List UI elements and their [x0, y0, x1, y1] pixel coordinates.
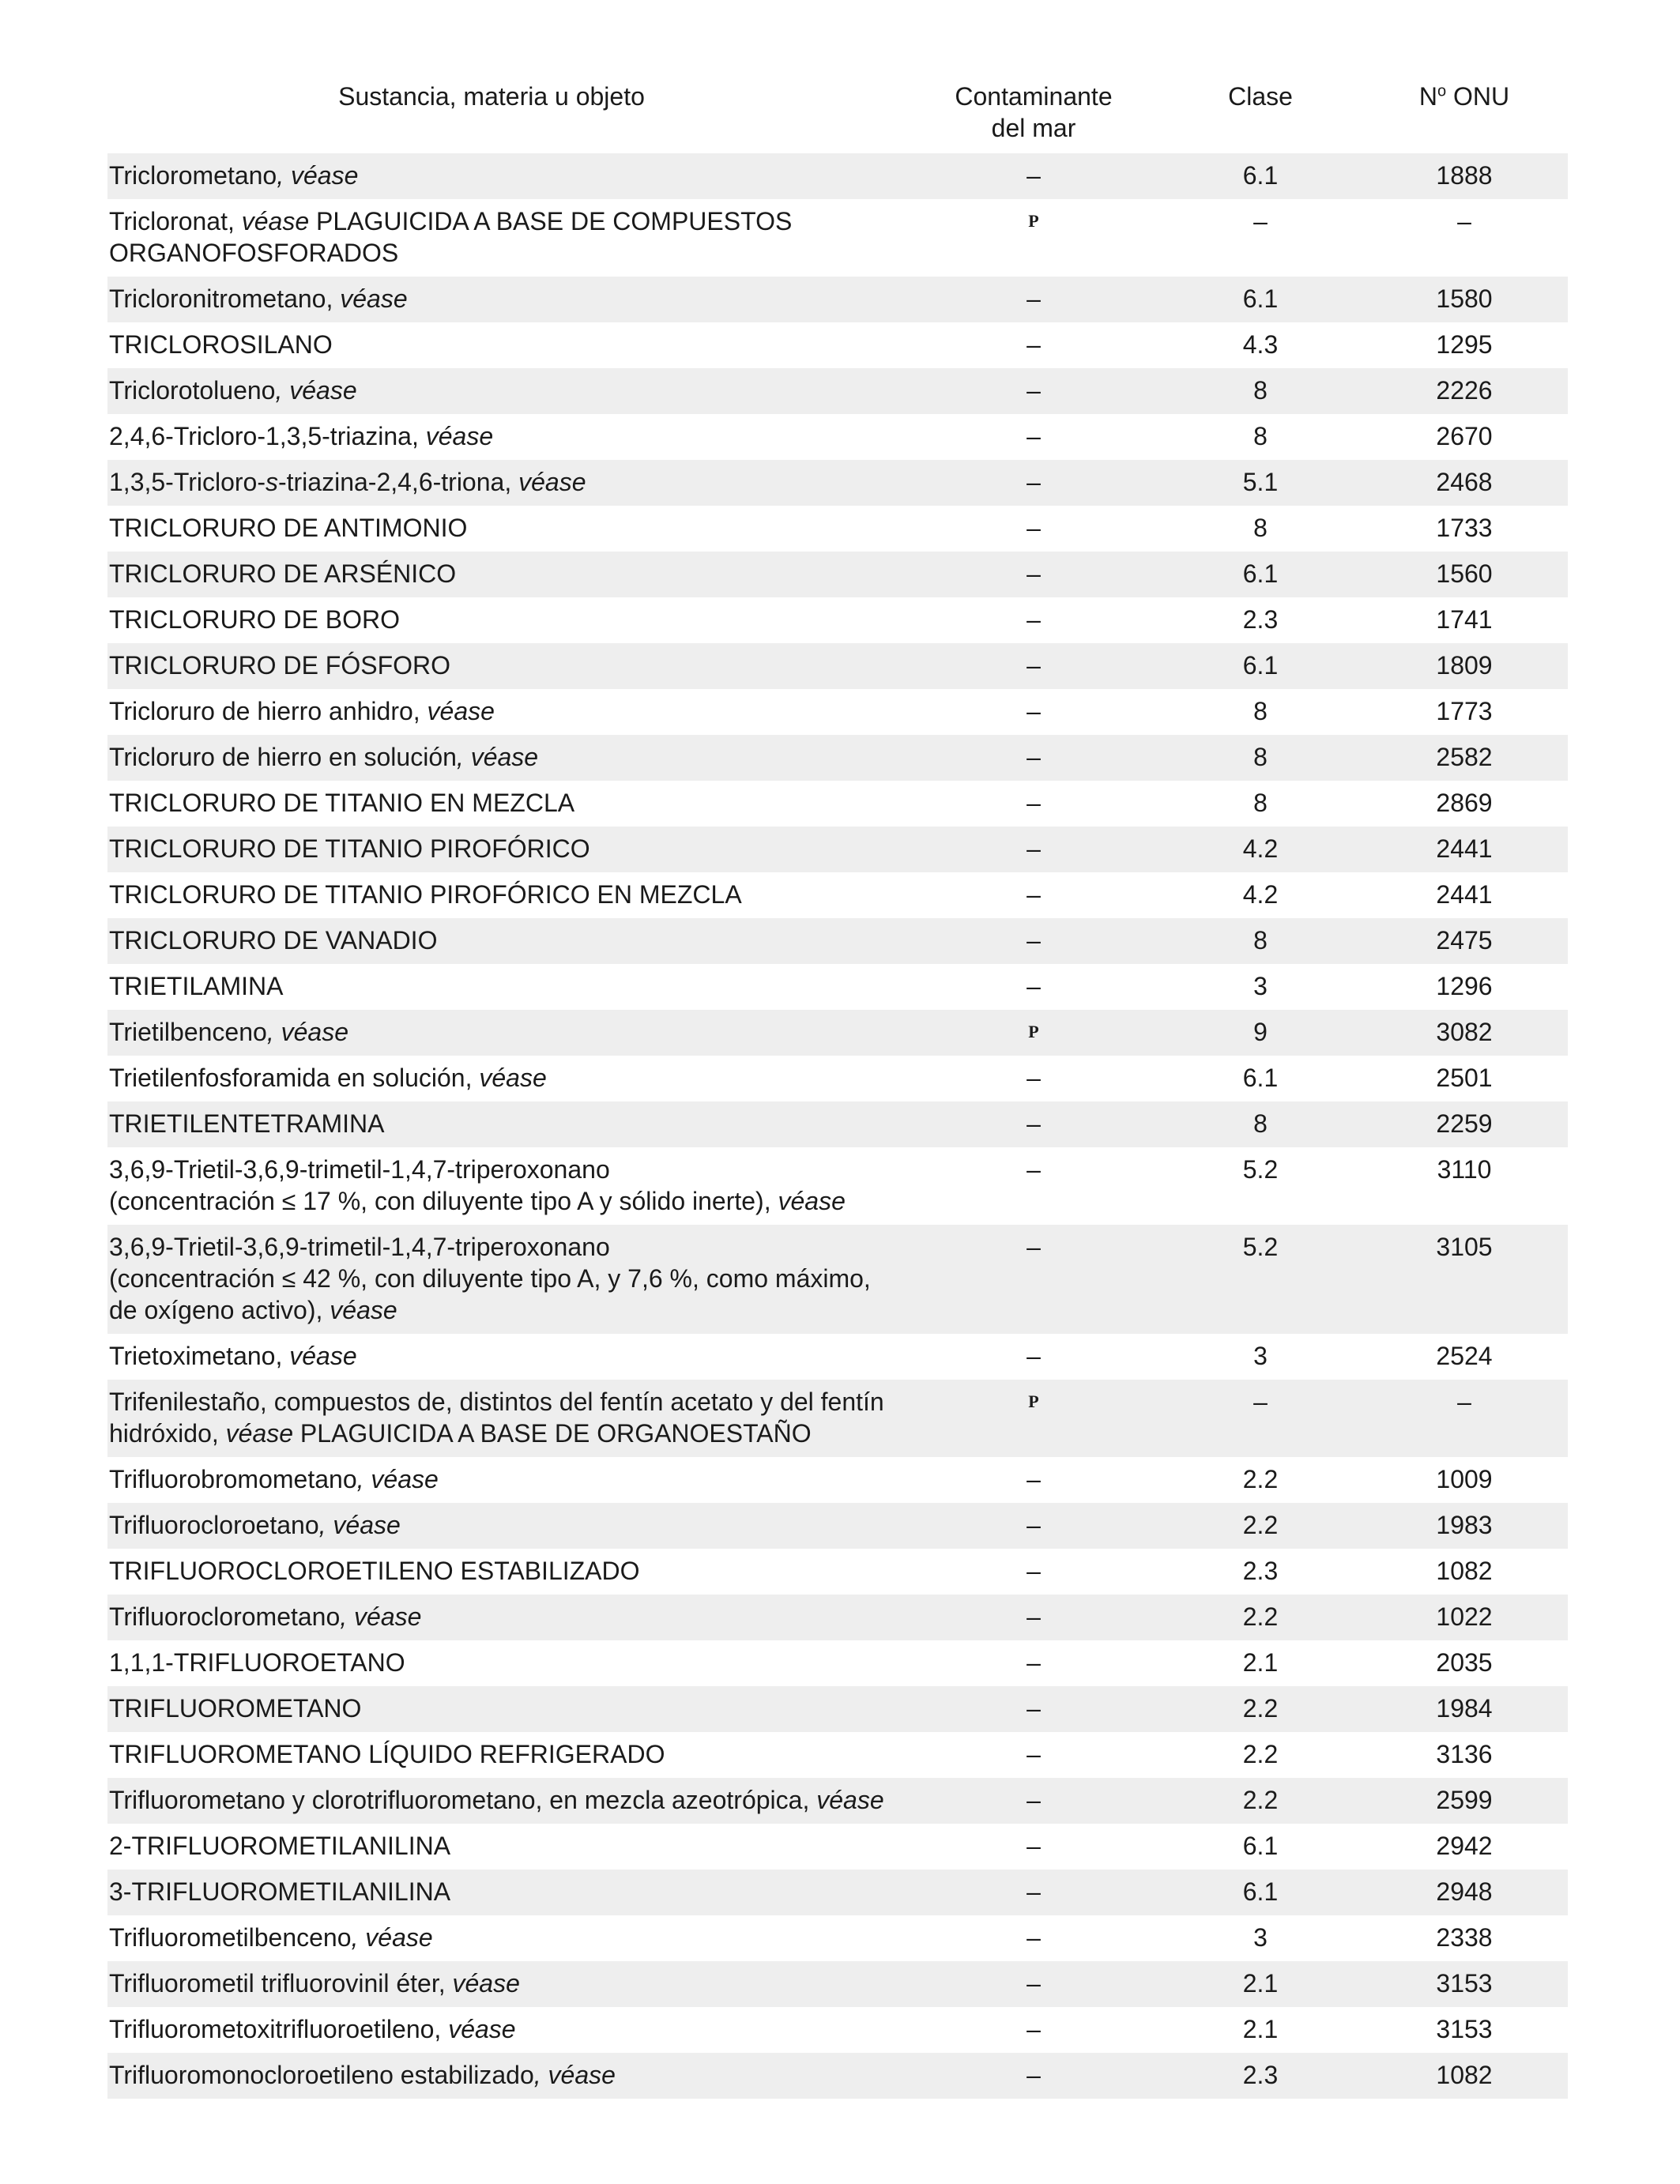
un-number-cell: 1560: [1361, 552, 1568, 597]
un-number-cell: 2582: [1361, 735, 1568, 781]
class-cell: 8: [1160, 735, 1361, 781]
name-part: TRIETILENTETRAMINA: [109, 1109, 385, 1138]
marine-pollutant-cell: –: [1026, 789, 1041, 817]
table-row: [107, 689, 1568, 735]
marine-pollutant-cell: –: [907, 552, 1160, 597]
substance-name: [107, 368, 907, 414]
un-number-cell: 1009: [1436, 1465, 1493, 1493]
class-cell: 2.3: [1160, 2053, 1361, 2099]
class-cell: 8: [1160, 918, 1361, 964]
class-cell: 8: [1160, 1101, 1361, 1147]
dangerous-goods-table: [107, 76, 1568, 2099]
name-part: Trietilbenceno: [109, 1018, 267, 1046]
table-header: [107, 76, 1568, 153]
name-part: TRICLORURO DE FÓSFORO: [109, 651, 451, 680]
name-part: TRICLORURO DE TITANIO PIROFÓRICO EN MEZCLA: [109, 880, 742, 909]
name-part: PLAGUICIDA A BASE DE COMPUESTOS ORGANOFOSFORADOS: [109, 207, 793, 267]
un-number-cell: 3136: [1436, 1740, 1493, 1768]
class-cell: 2.3: [1242, 1557, 1279, 1585]
table-row: [107, 781, 1568, 827]
substance-name: [107, 460, 907, 506]
name-part: TRICLORURO DE BORO: [109, 605, 401, 634]
name-part: TRIFLUOROCLOROETILENO ESTABILIZADO: [109, 1557, 640, 1585]
name-part: Trifluorometil trifluorovinil éter,: [109, 1969, 453, 1998]
name-italic-part: véase: [778, 1187, 846, 1215]
class-cell: 2.2: [1242, 1465, 1279, 1493]
table-row: [107, 1870, 1568, 1915]
table-row: [107, 460, 1568, 506]
name-part: TRIFLUOROMETANO LÍQUIDO REFRIGERADO: [109, 1740, 665, 1768]
name-italic-part: véase: [479, 1064, 547, 1092]
un-number-cell: 1295: [1436, 330, 1493, 359]
substance-name: [107, 414, 907, 460]
name-part: Tricloruro de hierro en solución: [109, 743, 457, 771]
table-row: [107, 1147, 1568, 1225]
name-part: Trietoximetano,: [109, 1342, 290, 1370]
un-number-cell: 2475: [1361, 918, 1568, 964]
table-row: [107, 1595, 1568, 1640]
name-part: Trifluorometoxitrifluoroetileno,: [109, 2015, 449, 2043]
table-row: [107, 1380, 1568, 1457]
marine-pollutant-cell: –: [1026, 1557, 1041, 1585]
un-number-cell: 1984: [1361, 1686, 1568, 1732]
un-number-cell: 2501: [1436, 1064, 1493, 1092]
class-cell: 2.1: [1242, 1648, 1279, 1677]
name-part: Trifluoromonocloroetileno estabilizado: [109, 2061, 534, 2089]
name-italic-part: véase: [330, 1296, 397, 1324]
name-part: -triazina-2,4,6-triona,: [277, 468, 519, 496]
substance-name: [107, 1010, 907, 1056]
marine-pollutant-cell: –: [907, 1961, 1160, 2007]
table-row: [107, 1961, 1568, 2007]
class-cell: 4.2: [1242, 880, 1279, 909]
marine-pollutant-cell: –: [907, 1870, 1160, 1915]
un-number-cell: 3082: [1361, 1010, 1568, 1056]
name-part: Trifenilestaño, compuestos de, distintos del fentín acetato y del fentín hidróxido,: [109, 1388, 884, 1448]
table-row: [107, 506, 1568, 552]
substance-name: [107, 1457, 907, 1503]
class-cell: 8: [1253, 789, 1268, 817]
name-part: Trifluorometano y clorotrifluorometano, en mezcla azeotrópica,: [109, 1786, 817, 1814]
name-part: 3,6,9-Trietil-3,6,9-trimetil-1,4,7-triperoxonano (concentración ≤ 42 %, con diluyente tipo A, y 7,6 %, como máximo, de oxígeno activo),: [109, 1233, 871, 1324]
substance-name: [107, 199, 907, 277]
table-row: [107, 2007, 1568, 2053]
un-number-cell: 2670: [1436, 422, 1493, 450]
marine-pollutant-cell: –: [907, 643, 1160, 689]
table-row: [107, 322, 1568, 368]
name-italic-part: , véase: [266, 1018, 348, 1046]
marine-pollutant-cell: –: [1026, 330, 1041, 359]
un-number-cell: 3153: [1436, 2015, 1493, 2043]
class-cell: 2.2: [1160, 1503, 1361, 1549]
un-number-cell: 2942: [1436, 1832, 1493, 1860]
substance-name: [107, 1595, 907, 1640]
class-cell: 2.1: [1242, 2015, 1279, 2043]
name-part: PLAGUICIDA A BASE DE ORGANOESTAÑO: [293, 1419, 812, 1448]
substance-name: [107, 1778, 907, 1824]
header-un-sup: o: [1437, 82, 1447, 100]
name-part: Tricloruro de hierro anhidro,: [109, 697, 428, 725]
name-part: TRICLOROSILANO: [109, 330, 333, 359]
name-italic-part: , véase: [456, 743, 539, 771]
name-italic-part: véase: [340, 284, 408, 313]
name-italic-part: véase: [816, 1786, 884, 1814]
substance-name: [107, 322, 907, 368]
substance-name: [107, 552, 907, 597]
un-number-cell: 1296: [1436, 972, 1493, 1000]
substance-name: [107, 872, 907, 918]
marine-pollutant-cell: –: [907, 1225, 1160, 1334]
name-part: 2,4,6-Tricloro-1,3,5-triazina,: [109, 422, 426, 450]
marine-pollutant-cell: –: [1026, 880, 1041, 909]
class-cell: 2.1: [1160, 1961, 1361, 2007]
substance-name: [107, 2053, 907, 2099]
substance-name: [107, 1334, 907, 1380]
table-row: [107, 1503, 1568, 1549]
table-row: [107, 199, 1568, 277]
un-number-cell: 3110: [1437, 1155, 1492, 1184]
class-cell: 9: [1160, 1010, 1361, 1056]
marine-pollutant-cell: –: [907, 1778, 1160, 1824]
name-italic-part: véase: [452, 1969, 520, 1998]
substance-name: [107, 277, 907, 322]
marine-pollutant-cell: –: [1026, 1740, 1041, 1768]
table-row: [107, 918, 1568, 964]
name-italic-part: véase: [241, 207, 310, 235]
marine-pollutant-cell: –: [1026, 1465, 1041, 1493]
un-number-cell: 1580: [1361, 277, 1568, 322]
class-cell: –: [1253, 207, 1268, 235]
substance-name: [107, 1503, 907, 1549]
class-cell: 2.2: [1242, 1740, 1279, 1768]
name-part: Trifluorocloroetano: [109, 1511, 319, 1539]
table-row: [107, 552, 1568, 597]
name-italic-part: véase: [425, 422, 494, 450]
substance-name: [107, 153, 907, 199]
class-cell: 8: [1253, 422, 1268, 450]
marine-pollutant-cell: –: [1026, 1832, 1041, 1860]
marine-pollutant-cell: –: [1026, 1923, 1041, 1952]
name-italic-part: s: [265, 468, 278, 496]
substance-name: [107, 1147, 907, 1225]
table-row: [107, 597, 1568, 643]
name-part: TRICLORURO DE ANTIMONIO: [109, 514, 468, 542]
un-number-cell: 2599: [1361, 1778, 1568, 1824]
un-number-cell: 1733: [1436, 514, 1493, 542]
substance-name: [107, 1961, 907, 2007]
substance-name: [107, 1686, 907, 1732]
un-number-cell: 3153: [1361, 1961, 1568, 2007]
table-row: [107, 1457, 1568, 1503]
marine-pollutant-cell: –: [907, 1503, 1160, 1549]
marine-pollutant-cell: –: [907, 735, 1160, 781]
table-row: [107, 368, 1568, 414]
name-italic-part: , véase: [351, 1923, 433, 1952]
un-number-cell: 2948: [1361, 1870, 1568, 1915]
substance-name: [107, 1732, 907, 1778]
un-number-cell: 2259: [1361, 1101, 1568, 1147]
table-row: [107, 1101, 1568, 1147]
name-part: Triclorotolueno: [109, 376, 276, 405]
class-cell: 6.1: [1160, 643, 1361, 689]
substance-name: [107, 1225, 907, 1334]
substance-name: [107, 1056, 907, 1101]
un-number-cell: 1983: [1361, 1503, 1568, 1549]
class-cell: 8: [1253, 514, 1268, 542]
marine-pollutant-cell: –: [1026, 1064, 1041, 1092]
name-part: TRICLORURO DE TITANIO EN MEZCLA: [109, 789, 575, 817]
name-part: TRICLORURO DE VANADIO: [109, 926, 438, 955]
substance-name: [107, 1101, 907, 1147]
un-number-cell: 1809: [1361, 643, 1568, 689]
name-part: TRICLORURO DE ARSÉNICO: [109, 559, 457, 588]
name-italic-part: , véase: [318, 1511, 401, 1539]
substance-name: [107, 918, 907, 964]
table-row: [107, 1640, 1568, 1686]
substance-name: [107, 1380, 907, 1457]
name-italic-part: véase: [289, 1342, 357, 1370]
name-italic-part: , véase: [275, 376, 357, 405]
name-part: 1,3,5-Tricloro-: [109, 468, 266, 496]
table-row: [107, 872, 1568, 918]
table-row: [107, 1732, 1568, 1778]
substance-name: [107, 827, 907, 872]
marine-pollutant-cell: –: [1026, 514, 1041, 542]
name-part: TRICLORURO DE TITANIO PIROFÓRICO: [109, 834, 590, 863]
un-number-cell: –: [1457, 207, 1471, 235]
substance-name: [107, 781, 907, 827]
name-italic-part: véase: [518, 468, 586, 496]
marine-pollutant-cell: –: [907, 1101, 1160, 1147]
marine-pollutant-cell: –: [907, 277, 1160, 322]
name-part: Trifluorobromometano: [109, 1465, 357, 1493]
table-row: [107, 964, 1568, 1010]
marine-pollutant-cell: –: [1026, 1155, 1041, 1184]
un-number-cell: 1773: [1436, 697, 1493, 725]
table-row: [107, 414, 1568, 460]
table-row: [107, 1686, 1568, 1732]
name-part: 3-TRIFLUOROMETILANILINA: [109, 1877, 451, 1906]
un-number-cell: 2869: [1436, 789, 1493, 817]
class-cell: 6.1: [1160, 153, 1361, 199]
table-row: [107, 1225, 1568, 1334]
un-number-cell: 2338: [1436, 1923, 1493, 1952]
table-row: [107, 1824, 1568, 1870]
table-row: [107, 735, 1568, 781]
marine-pollutant-cell: –: [907, 153, 1160, 199]
class-cell: 2.2: [1160, 1686, 1361, 1732]
un-number-cell: 1741: [1436, 605, 1493, 634]
header-un-number: [1361, 76, 1568, 153]
name-italic-part: , véase: [356, 1465, 439, 1493]
name-italic-part: , véase: [533, 2061, 616, 2089]
class-cell: 5.1: [1160, 460, 1361, 506]
un-number-cell: 1888: [1361, 153, 1568, 199]
marine-pollutant-cell: –: [1026, 422, 1041, 450]
class-cell: 4.3: [1242, 330, 1279, 359]
name-part: Trifluoroclorometano: [109, 1602, 341, 1631]
table-row: [107, 1010, 1568, 1056]
name-italic-part: véase: [427, 697, 495, 725]
name-italic-part: véase: [448, 2015, 516, 2043]
class-cell: 5.2: [1242, 1155, 1279, 1184]
class-cell: 2.2: [1160, 1778, 1361, 1824]
class-cell: 6.1: [1242, 1064, 1279, 1092]
class-cell: 2.2: [1160, 1595, 1361, 1640]
table-row: [107, 1056, 1568, 1101]
substance-name: [107, 506, 907, 552]
marine-pollutant-cell: –: [907, 460, 1160, 506]
marine-pollutant-cell: –: [907, 827, 1160, 872]
name-part: Triclorometano: [109, 161, 277, 190]
marine-pollutant-cell: –: [1026, 2015, 1041, 2043]
name-part: Trietilenfosforamida en solución,: [109, 1064, 480, 1092]
class-cell: 3: [1253, 972, 1268, 1000]
marine-pollutant-cell: –: [1026, 605, 1041, 634]
marine-pollutant-cell: –: [907, 368, 1160, 414]
substance-name: [107, 964, 907, 1010]
header-un-suffix: ONU: [1446, 82, 1510, 111]
class-cell: 2.3: [1242, 605, 1279, 634]
table-body: [107, 153, 1568, 2099]
class-cell: 8: [1253, 697, 1268, 725]
marine-pollutant-cell: –: [1026, 1342, 1041, 1370]
substance-name: [107, 735, 907, 781]
marine-pollutant-cell: –: [907, 2053, 1160, 2099]
table-row: [107, 153, 1568, 199]
name-part: Trifluorometilbenceno: [109, 1923, 352, 1952]
table-row: [107, 827, 1568, 872]
un-number-cell: 2441: [1436, 880, 1493, 909]
substance-name: [107, 689, 907, 735]
substance-name: [107, 1549, 907, 1595]
table-row: [107, 1334, 1568, 1380]
un-number-cell: 1022: [1361, 1595, 1568, 1640]
name-part: 3,6,9-Trietil-3,6,9-trimetil-1,4,7-triperoxonano (concentración ≤ 17 %, con diluyente tipo A y sólido inerte),: [109, 1155, 771, 1215]
table-row: [107, 277, 1568, 322]
header-un-prefix: N: [1418, 82, 1437, 111]
name-part: Tricloronitrometano,: [109, 284, 341, 313]
header-marine-pollutant: Contaminante del mar: [955, 82, 1113, 142]
class-cell: 3: [1253, 1923, 1268, 1952]
class-cell: 3: [1253, 1342, 1268, 1370]
substance-name: [107, 1824, 907, 1870]
un-number-cell: 2441: [1361, 827, 1568, 872]
header-name: Sustancia, materia u objeto: [338, 82, 645, 111]
un-number-cell: 2468: [1361, 460, 1568, 506]
class-cell: 6.1: [1242, 1832, 1279, 1860]
name-italic-part: , véase: [277, 161, 359, 190]
marine-pollutant-cell: –: [1026, 697, 1041, 725]
marine-pollutant-cell: –: [907, 1686, 1160, 1732]
table-row: [107, 1549, 1568, 1595]
un-number-cell: 1082: [1436, 1557, 1493, 1585]
substance-name: [107, 1870, 907, 1915]
marine-pollutant-cell: P: [907, 1010, 1160, 1056]
substance-name: [107, 1640, 907, 1686]
un-number-cell: 2226: [1361, 368, 1568, 414]
table-row: [107, 1915, 1568, 1961]
substance-name: [107, 643, 907, 689]
un-number-cell: 2524: [1436, 1342, 1493, 1370]
un-number-cell: –: [1361, 1380, 1568, 1457]
header-class: Clase: [1228, 82, 1293, 111]
name-part: 2-TRIFLUOROMETILANILINA: [109, 1832, 451, 1860]
class-cell: 4.2: [1160, 827, 1361, 872]
substance-name: [107, 1915, 907, 1961]
name-part: TRIFLUOROMETANO: [109, 1694, 362, 1723]
table-row: [107, 1778, 1568, 1824]
un-number-cell: 2035: [1436, 1648, 1493, 1677]
class-cell: 6.1: [1160, 277, 1361, 322]
name-italic-part: , véase: [340, 1602, 422, 1631]
marine-pollutant-cell: P: [1028, 211, 1039, 231]
name-part: 1,1,1-TRIFLUOROETANO: [109, 1648, 405, 1677]
un-number-cell: 3105: [1361, 1225, 1568, 1334]
table-row: [107, 643, 1568, 689]
name-part: Tricloronat,: [109, 207, 242, 235]
name-part: TRIETILAMINA: [109, 972, 284, 1000]
marine-pollutant-cell: P: [907, 1380, 1160, 1457]
name-italic-part: véase: [225, 1419, 294, 1448]
marine-pollutant-cell: –: [1026, 1648, 1041, 1677]
class-cell: 5.2: [1160, 1225, 1361, 1334]
marine-pollutant-cell: –: [1026, 972, 1041, 1000]
substance-name: [107, 2007, 907, 2053]
class-cell: 6.1: [1160, 1870, 1361, 1915]
table-row: [107, 2053, 1568, 2099]
class-cell: –: [1160, 1380, 1361, 1457]
marine-pollutant-cell: –: [907, 918, 1160, 964]
class-cell: 8: [1160, 368, 1361, 414]
un-number-cell: 1082: [1361, 2053, 1568, 2099]
marine-pollutant-cell: –: [907, 1595, 1160, 1640]
class-cell: 6.1: [1160, 552, 1361, 597]
substance-name: [107, 597, 907, 643]
